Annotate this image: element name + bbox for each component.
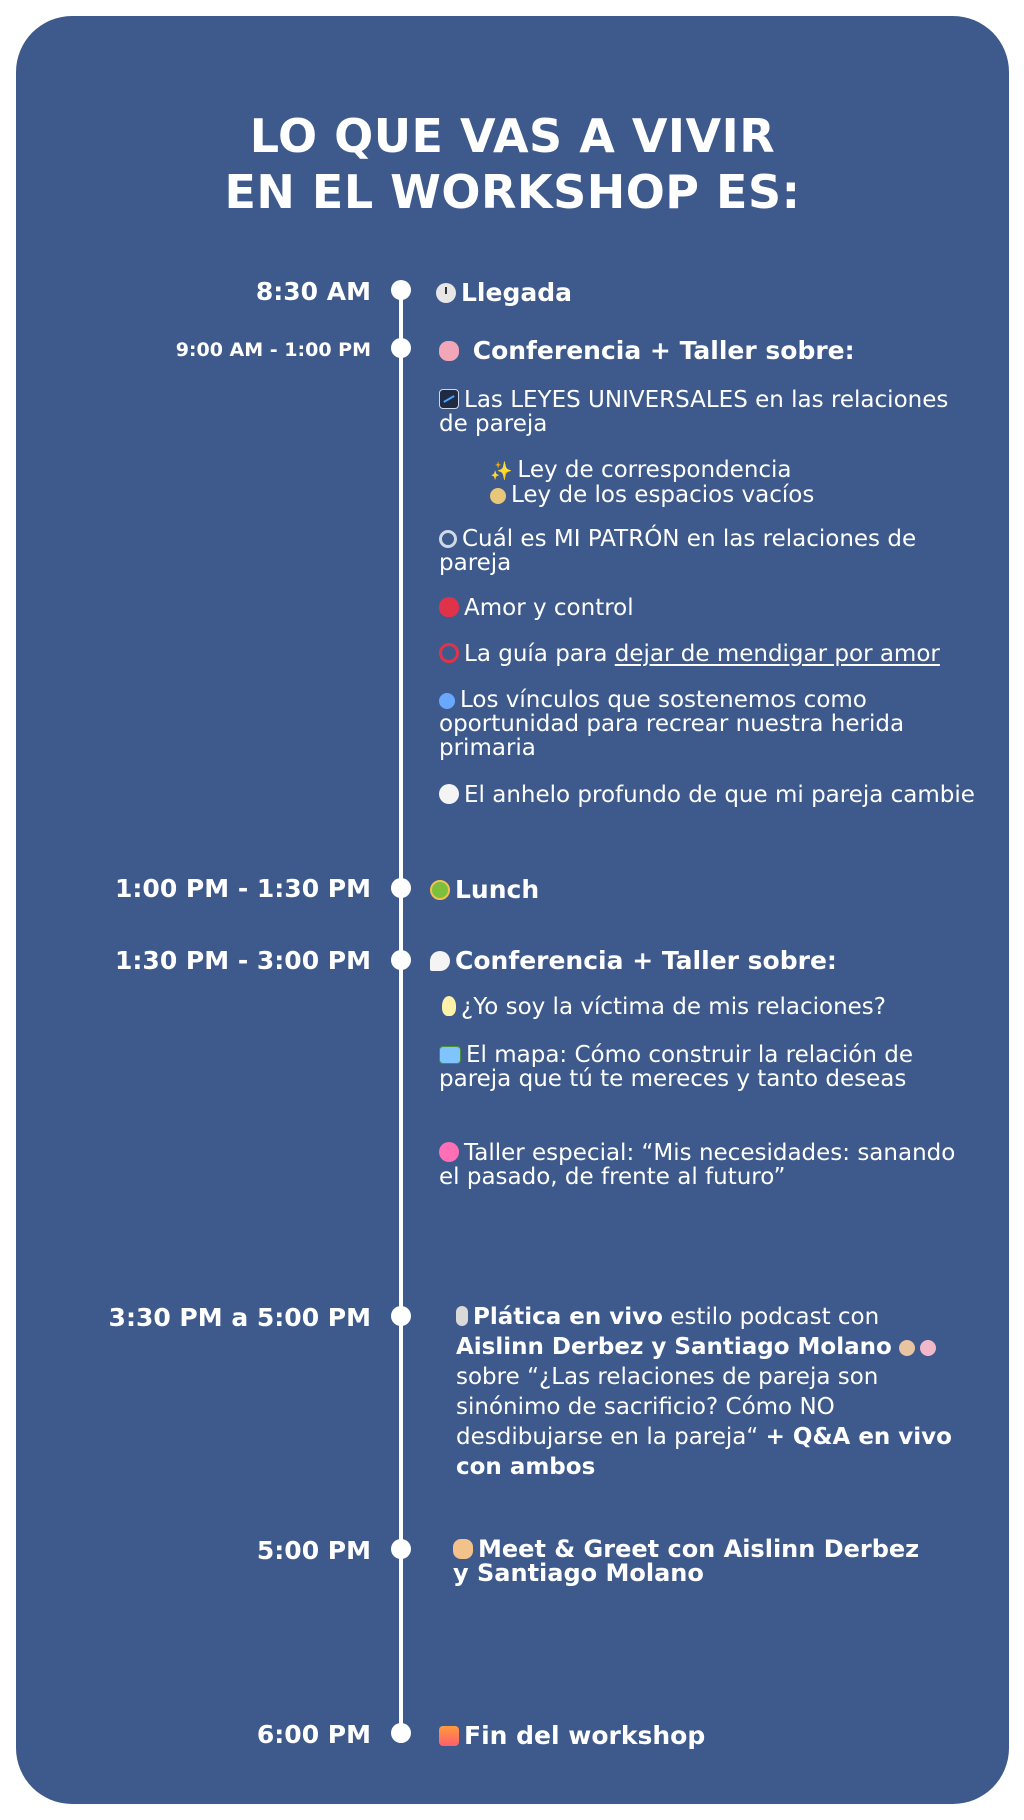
man-raising-hand-icon [899,1340,915,1356]
time-meet: 5:00 PM [256,1536,371,1565]
timeline-dot [391,280,411,300]
sunset-icon [439,1726,459,1746]
list-item: Cuál es MI PATRÓN en las relaciones de pareja [439,526,917,576]
event-podcast: Plática en vivo estilo podcast con Aislinn Derbez y Santiago Molano sobre “¿Las relaciones de pareja son sinónimo de sacrificio? Cómo NO desdibujarse en la pareja“ + Q&A en vivo con ambos [456,1304,952,1480]
timeline-dot [391,1539,411,1559]
sparkles-icon: ✨ [490,461,513,482]
salad-icon [430,880,450,900]
timeline-dot [391,950,411,970]
chart-icon [439,389,459,409]
block1-heading: Conferencia + Taller sobre: [439,336,855,365]
time-arrival: 8:30 AM [255,277,371,306]
sub-item: Ley de los espacios vacíos [490,483,1009,507]
lightbulb-icon [442,996,456,1016]
map-icon [439,1046,461,1064]
broken-heart-icon [439,597,459,617]
time-end: 6:00 PM [256,1720,371,1749]
list-item: Amor y control [439,596,979,620]
brain-icon [439,341,459,361]
handshake-icon [453,1539,473,1559]
timeline-dot [391,1306,411,1326]
prohibited-icon [439,643,459,663]
timeline-dot [391,1723,411,1743]
time-lunch: 1:00 PM - 1:30 PM [115,874,371,903]
timeline-dot [391,878,411,898]
time-block2: 1:30 PM - 3:00 PM [115,946,371,975]
woman-raising-hand-icon [920,1340,936,1356]
timeline-line [399,281,403,1743]
time-block1: 9:00 AM - 1:00 PM [175,339,371,361]
thought-bubble-icon [439,784,459,804]
event-lunch: Lunch [430,875,539,904]
saturn-icon [490,488,506,504]
speech-bubble-icon [430,951,450,971]
list-item: La guía para dejar de mendigar por amor [439,642,979,666]
event-arrival: Llegada [436,278,572,307]
guide-link-text: dejar de mendigar por amor [614,641,940,667]
sub-item: ✨ Ley de correspondencia [490,457,792,483]
list-item: Los vínculos que sostenemos como oportunidad para recrear nuestra herida primaria [439,687,905,761]
title-line-2: EN EL WORKSHOP ES: [224,165,801,219]
schedule-card [16,16,1009,1804]
event-end: Fin del workshop [439,1721,705,1750]
list-item: Taller especial: “Mis necesidades: sanando el pasado, de frente al futuro” [439,1140,956,1190]
block2-heading: Conferencia + Taller sobre: [430,946,837,975]
list-item: El mapa: Cómo construir la relación de pareja que tú te mereces y tanto deseas [439,1042,914,1092]
clock-icon [436,283,456,303]
music-notes-icon [439,693,455,709]
list-item: Las LEYES UNIVERSALES en las relaciones de pareja [439,387,949,437]
timeline-dot [391,338,411,358]
two-hearts-icon [439,1142,459,1162]
list-item: El anhelo profundo de que mi pareja cambie [439,783,979,807]
magnifier-icon [439,530,457,548]
list-item: ¿Yo soy la víctima de mis relaciones? [442,995,982,1019]
event-meet: Meet & Greet con Aislinn Derbez y Santiago Molano [453,1535,920,1587]
microphone-icon [456,1306,468,1326]
time-podcast: 3:30 PM a 5:00 PM [108,1303,371,1332]
title-line-1: LO QUE VAS A VIVIR [249,109,776,163]
page-title [16,108,1009,220]
